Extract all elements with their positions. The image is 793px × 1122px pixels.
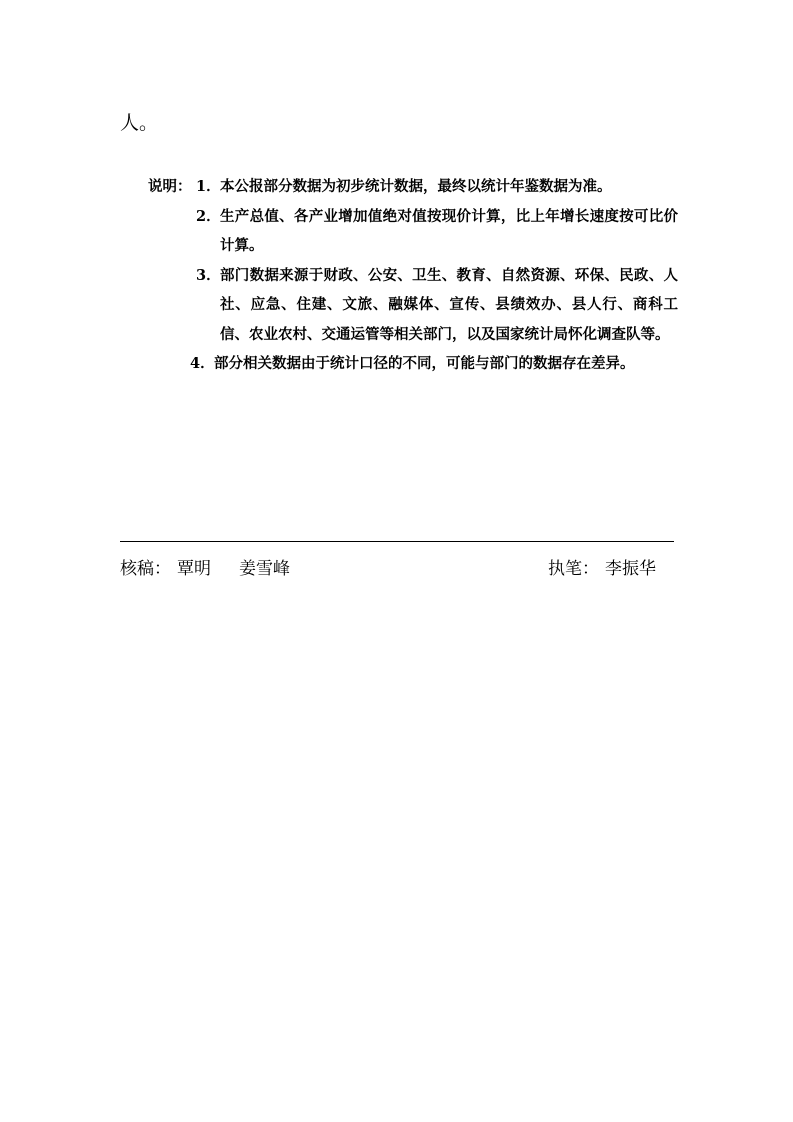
note-text: 本公报部分数据为初步统计数据，最终以统计年鉴数据为准。 xyxy=(220,178,612,195)
reviewer-name-2: 姜雪峰 xyxy=(239,559,290,579)
signoff-divider xyxy=(120,541,674,542)
note-number: 2． xyxy=(196,207,221,225)
reviewer-label: 核稿： xyxy=(120,559,171,579)
note-text: 部门数据来源于财政、公安、卫生、教育、自然资源、环保、民政、人社、应急、住建、文旅、融媒体、宣传、县绩效办、县人行、商科工信、农业农村、交通运管等相关部门，以及国家统计局怀化调查队等。 xyxy=(220,266,678,343)
reviewer-block xyxy=(120,556,290,582)
carry-over-text: 人。 xyxy=(120,112,159,134)
notes-section xyxy=(148,172,678,379)
note-number: 3． xyxy=(196,266,221,284)
note-item-3 xyxy=(148,261,678,350)
writer-block xyxy=(548,556,656,582)
note-number: 1． xyxy=(196,178,221,195)
note-item-4 xyxy=(148,349,678,379)
note-number: 4． xyxy=(190,355,215,372)
note-item-2 xyxy=(148,202,678,261)
note-text: 生产总值、各产业增加值绝对值按现价计算，比上年增长速度按可比价计算。 xyxy=(220,207,678,254)
note-item-1 xyxy=(148,172,678,202)
reviewer-name-1: 覃明 xyxy=(177,559,211,579)
writer-label: 执笔： xyxy=(548,559,599,579)
writer-name: 李振华 xyxy=(605,559,656,579)
note-text: 部分相关数据由于统计口径的不同，可能与部门的数据存在差异。 xyxy=(214,355,635,372)
notes-lead-label: 说明： xyxy=(148,178,192,195)
